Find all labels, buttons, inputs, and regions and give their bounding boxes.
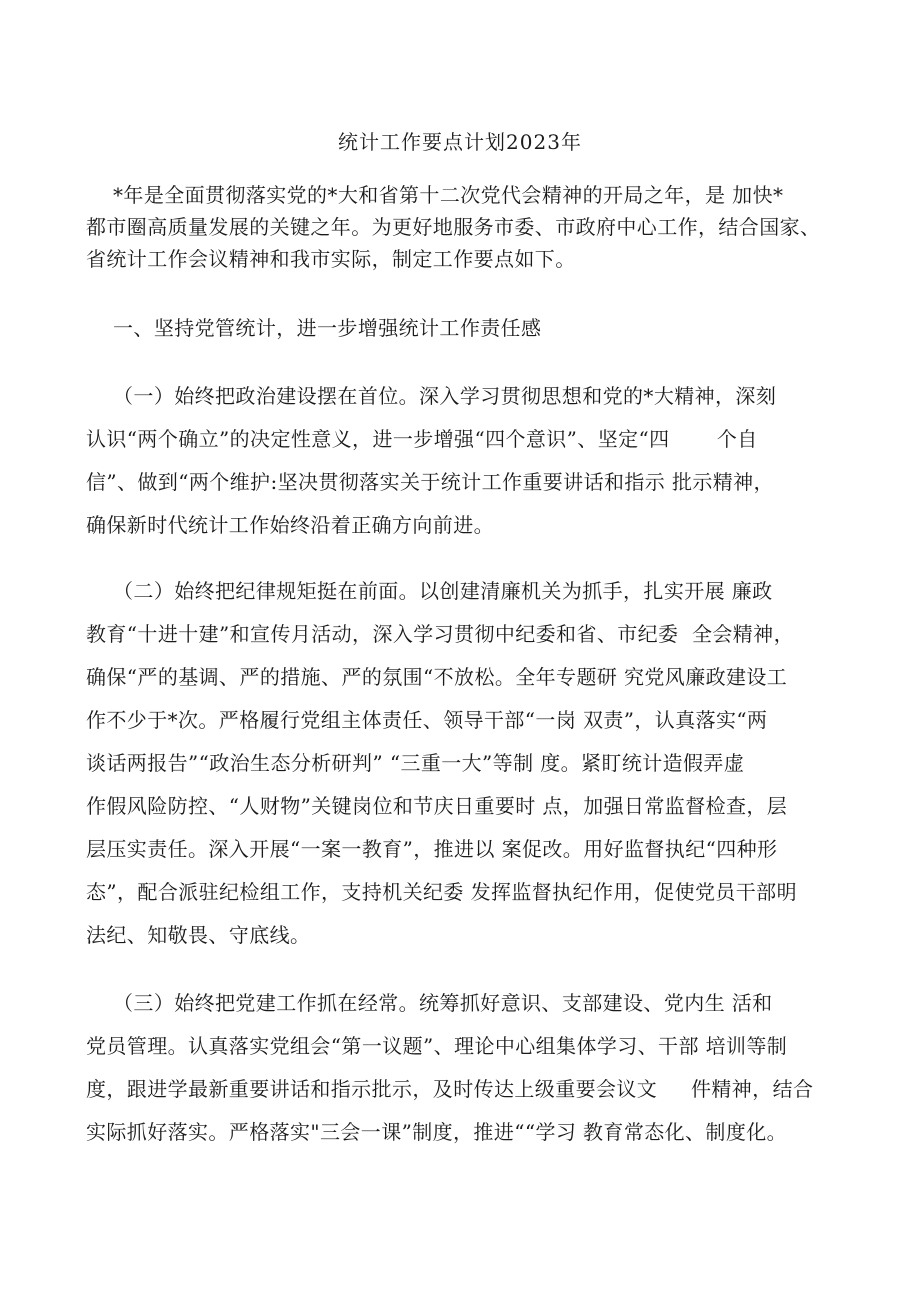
body-line: 省统计工作会议精神和我市实际，制定工作要点如下。 [86,247,576,271]
body-line: 确保新时代统计工作始终沿着正确方向前进。 [86,513,494,537]
body-line: 确保“严的基调、严的措施、严的氛围“不放松。全年专题研 究党风廉政建设工 [86,665,788,689]
body-line: 法纪、知敬畏、守底线。 [86,923,311,947]
body-line: 党员管理。认真落实党组会“第一议题”、理论中心组集体学习、干部 培训等制 [86,1034,788,1058]
body-line: 信”、做到“两个维护:坚决贯彻落实关于统计工作重要讲话和指示 批示精神， [86,470,774,494]
document-title: 统计工作要点计划2023年 [338,130,582,154]
body-line: 态”，配合派驻纪检组工作，支持机关纪委 发挥监督执纪作用，促使党员干部明 [86,880,797,904]
body-line: 作不少于*次。严格履行党组主体责任、领导干部“一岗 双责”，认真落实“两 [86,708,768,732]
body-line: （二）始终把纪律规矩挺在前面。以创建清廉机关为抓手，扎实开展 廉政 [86,579,773,603]
body-line: （三）始终把党建工作抓在经常。统筹抓好意识、支部建设、党内生 活和 [86,991,773,1015]
body-line: 教育“十进十建”和宣传月活动，深入学习贯彻中纪委和省、市纪委 全会精神， [86,622,794,646]
body-line: （一）始终把政治建设摆在首位。深入学习贯彻思想和党的*大精神，深刻 [86,384,777,408]
body-line: 认识“两个确立”的决定性意义，进一步增强“四个意识”、坚定“四 个自 [86,427,758,451]
body-line: 都市圈高质量发展的关键之年。为更好地服务市委、市政府中心工作，结合国家、 [86,215,821,239]
body-line: 作假风险防控、“人财物”关键岗位和节庆日重要时 点，加强日常监督检查，层 [86,794,788,818]
body-line: 实际抓好落实。严格落实"三会一课”制度，推进““学习 教育常态化、制度化。 [86,1120,788,1144]
body-line: 度，跟进学最新重要讲话和指示批示，及时传达上级重要会议文 件精神，结合 [86,1077,814,1101]
body-line: 谈话两报告”“政治生态分析研判” “三重一大”等制 度。紧盯统计造假弄虚 [86,751,745,775]
section-heading: 一、坚持党管统计，进一步增强统计工作责任感 [86,316,542,340]
body-line: 层压实责任。深入开展“一案一教育”，推进以 案促改。用好监督执纪“四种形 [86,837,778,861]
body-line: *年是全面贯彻落实党的*大和省第十二次党代会精神的开局之年，是 加快* [86,183,784,207]
